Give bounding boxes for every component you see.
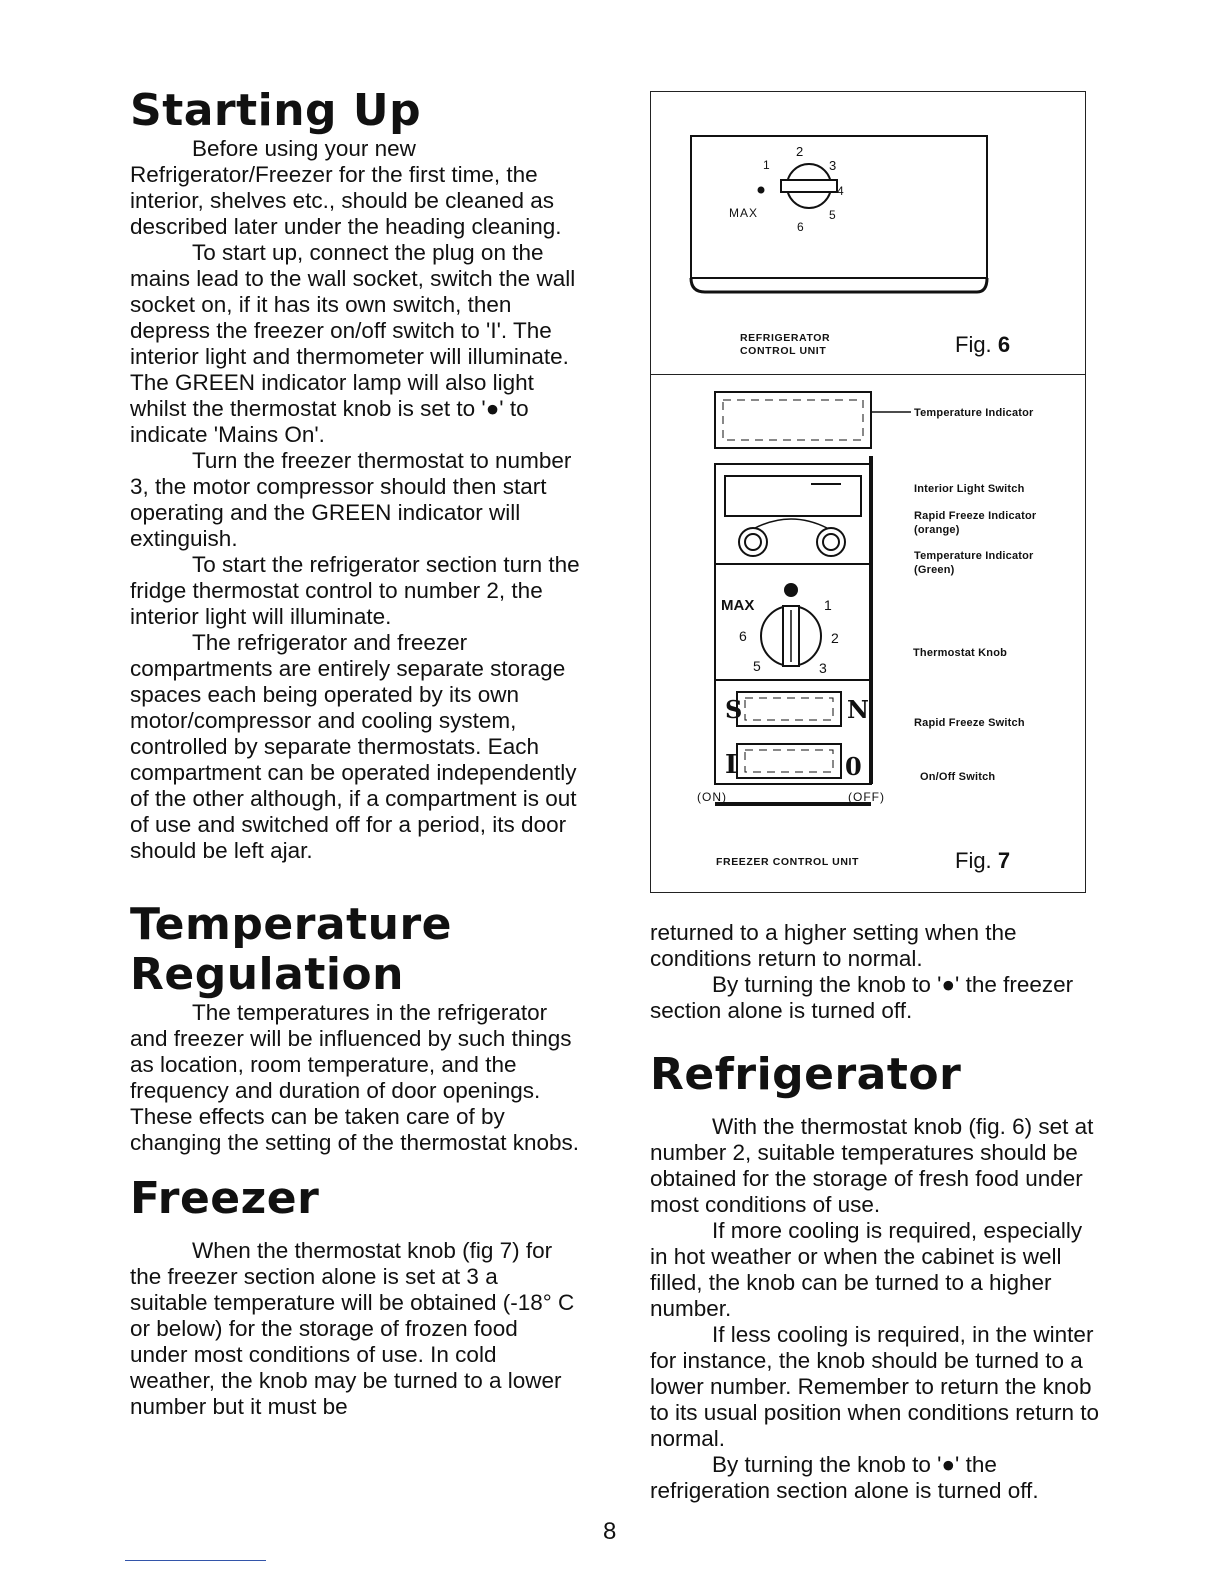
heading-regulation: Regulation xyxy=(130,949,404,1000)
left-column xyxy=(130,86,580,1420)
fig6-prefix: Fig. xyxy=(955,332,992,357)
fig7-number: 7 xyxy=(997,848,1011,873)
dial-number-1: 1 xyxy=(763,158,770,172)
off-label: (OFF) xyxy=(848,790,885,804)
paragraph: To start the refrigerator section turn the fridge thermostat control to number 2, the interior light will illuminate. xyxy=(130,552,580,629)
callout-rapid-freeze-indicator xyxy=(914,509,1036,537)
fig7-dial-3: 3 xyxy=(819,660,827,676)
page-number: 8 xyxy=(603,1518,617,1545)
fig6-label xyxy=(955,332,1010,358)
heading-temperature: Temperature xyxy=(130,899,452,950)
fig7-label xyxy=(955,848,1010,874)
heading-freezer: Freezer xyxy=(130,1173,320,1224)
fig6-number: 6 xyxy=(997,332,1011,357)
paragraph: With the thermostat knob (fig. 6) set at number 2, suitable temperatures should be obtained for the storage of fresh food under most conditions of use. xyxy=(650,1114,1094,1217)
switch-o-label: 0 xyxy=(845,752,862,781)
right-column xyxy=(650,920,1100,1504)
callout-temperature-indicator: Temperature Indicator xyxy=(914,407,1034,419)
fig6-caption-line1: REFRIGERATOR xyxy=(740,332,831,344)
paragraph: Turn the freezer thermostat to number 3, the motor compressor should then start operating and the GREEN indicator will extinguish. xyxy=(130,448,572,551)
figure-box xyxy=(650,91,1086,893)
paragraph: When the thermostat knob (fig 7) for the freezer section alone is set at 3 a suitable temperature will be obtained (-18° C or below) for the storage of frozen food under most conditions of use. In cold weather, the knob may be turned to a lower number but it must be xyxy=(130,1238,575,1419)
paragraph: If more cooling is required, especially in hot weather or when the cabinet is well filled, the knob can be turned to a higher number. xyxy=(650,1218,1083,1321)
switch-s-label: S xyxy=(725,695,743,724)
dial-number-5: 5 xyxy=(829,208,836,222)
paragraph: The temperatures in the refrigerator and freezer will be influenced by such things as location, room temperature, and the frequency and duration of door openings. These effects can be taken care of by changing the setting of the thermostat knobs. xyxy=(130,1000,580,1155)
dial-number-6: 6 xyxy=(797,220,804,234)
fig7-dial-5: 5 xyxy=(753,658,761,674)
fig7-dial-2: 2 xyxy=(831,630,839,646)
fig6-caption-line2: CONTROL UNIT xyxy=(740,345,827,357)
dial-max-label: MAX xyxy=(729,206,759,220)
dial-number-2: 2 xyxy=(796,144,804,159)
paragraph: If less cooling is required, in the winter for instance, the knob should be turned to a lower number. Remember to return the knob to its usual position when conditions return to normal. xyxy=(650,1322,1100,1451)
paragraph: By turning the knob to '●' the freezer section alone is turned off. xyxy=(650,972,1074,1023)
callout-temperature-indicator-green-text: Temperature Indicator xyxy=(914,550,1034,562)
fig7-caption: FREEZER CONTROL UNIT xyxy=(716,856,860,868)
dial-number-3: 3 xyxy=(829,158,837,173)
fig7-dial-1: 1 xyxy=(824,597,832,613)
paragraph: returned to a higher setting when the conditions return to normal. xyxy=(650,920,1017,971)
callout-temperature-indicator-green xyxy=(914,549,1034,577)
fig6-caption xyxy=(740,332,830,358)
switch-n-label: N xyxy=(847,695,869,724)
callout-rapid-freeze-indicator-color: (orange) xyxy=(914,524,960,536)
paragraph: The refrigerator and freezer compartments are entirely separate storage spaces each being operated by its own motor/compressor and cooling system, controlled by separate thermostats. Each compartment can be operated independently of the other although, if a compartment is out of use and switched off for a period, its door should be left ajar. xyxy=(130,630,577,863)
switch-i-label: I xyxy=(725,750,738,780)
fig7-dial-6: 6 xyxy=(739,628,747,644)
paragraph: By turning the knob to '●' the refrigeration section alone is turned off. xyxy=(650,1452,1039,1503)
bottom-rule xyxy=(125,1560,266,1561)
callout-thermostat-knob: Thermostat Knob xyxy=(913,647,1008,659)
heading-refrigerator: Refrigerator xyxy=(650,1049,962,1100)
callout-rapid-freeze-indicator-text: Rapid Freeze Indicator xyxy=(914,510,1037,522)
paragraph: Before using your new Refrigerator/Freezer for the first time, the interior, shelves etc., should be cleaned as described later under the heading cleaning. xyxy=(130,136,562,239)
callout-on-off-switch: On/Off Switch xyxy=(920,771,996,783)
callout-interior-light-switch: Interior Light Switch xyxy=(914,483,1025,495)
figure-divider xyxy=(651,374,1085,375)
dial-number-4: 4 xyxy=(837,184,844,198)
callout-rapid-freeze-switch: Rapid Freeze Switch xyxy=(914,717,1025,729)
callout-temperature-indicator-green-color: (Green) xyxy=(914,564,955,576)
paragraph: To start up, connect the plug on the mains lead to the wall socket, switch the wall socket on, if it has its own switch, then depress the freezer on/off switch to 'I'. The interior light and thermometer will illuminate. The GREEN indicator lamp will also light whilst the thermostat knob is set to '●' to indicate 'Mains On'. xyxy=(130,240,576,447)
heading-starting-up: Starting Up xyxy=(130,85,422,136)
fig7-dial-max: MAX xyxy=(721,597,755,614)
on-label: (ON) xyxy=(697,790,727,804)
fig7-prefix: Fig. xyxy=(955,848,992,873)
